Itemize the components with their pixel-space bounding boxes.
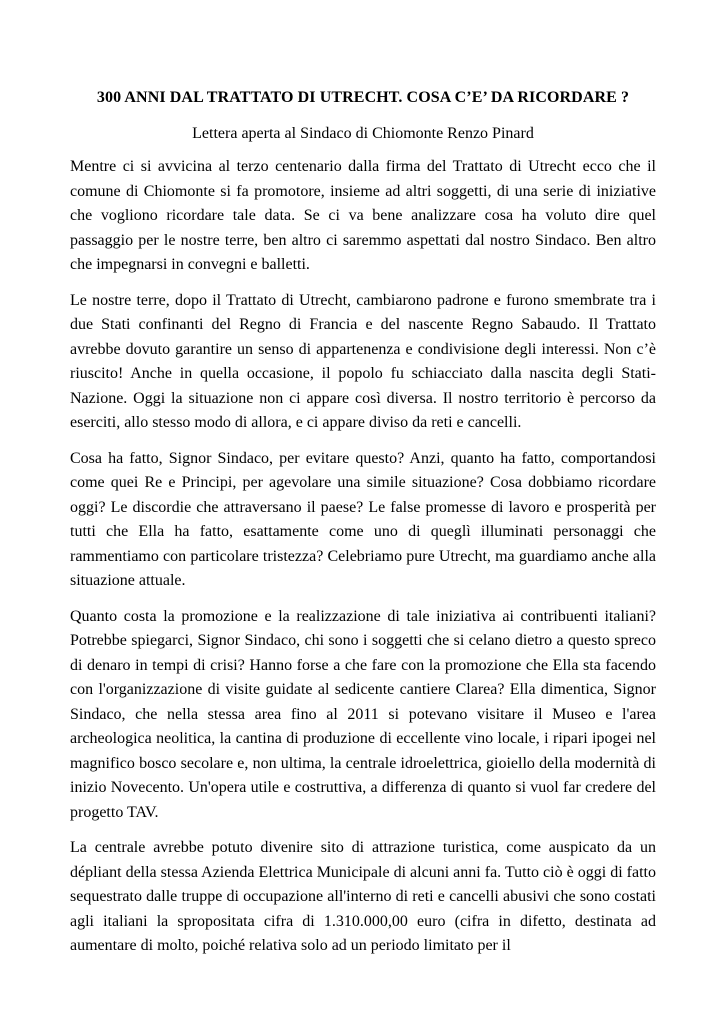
paragraph-5: La centrale avrebbe potuto divenire sito di attrazione turistica, come auspicato da un dépliant della stessa Azienda Elettrica Municipale di alcuni anni fa. Tutto ciò è oggi di fatto sequestrato dalle truppe di occupazione all'interno di reti e cancelli abusivi che sono costati agli italiani la spropositata cifra di 1.310.000,00 euro (cifra in difetto, destinata ad aumentare di molto, poiché relativa solo ad un periodo limitato per il (70, 839, 656, 954)
paragraph-3: Cosa ha fatto, Signor Sindaco, per evitare questo? Anzi, quanto ha fatto, comportandosi come quei Re e Principi, per agevolare una simile situazione? Cosa dobbiamo ricordare oggi? Le discordie che attraversano il paese? Le false promesse di lavoro e prosperità per tutti che Ella ha fatto, esattamente come uno di queglì illuminati personaggi che rammentiamo con particolare tristezza? Celebriamo pure Utrecht, ma guardiamo anche alla situazione attuale. (70, 449, 656, 589)
paragraph-1: Mentre ci si avvicina al terzo centenario dalla firma del Trattato di Utrecht ecco che il comune di Chiomonte si fa promotore, insieme ad altri soggetti, di una serie di iniziative che vogliono ricordare tale data. Se ci va bene analizzare cosa ha voluto dire quel passaggio per le nostre terre, ben altro ci saremmo aspettati dal nostro Sindaco. Ben altro che impegnarsi in convegni e balletti. (70, 158, 656, 273)
document-page (70, 86, 656, 970)
paragraph-4: Quanto costa la promozione e la realizzazione di tale iniziativa ai contribuenti italiani? Potrebbe spiegarci, Signor Sindaco, chi sono i soggetti che si celano dietro a questo spreco di denaro in tempi di crisi? Hanno forse a che fare con la promozione che Ella sta facendo con l'organizzazione di visite guidate al sedicente cantiere Clarea? Ella dimentica, Signor Sindaco, che nella stessa area fino al 2011 si potevano visitare il Museo e l'area archeologica neolitica, la cantina di produzione di eccellente vino locale, i ripari ipogei nel magnifico bosco secolare e, non ultima, la centrale idroelettrica, gioiello della modernità di inizio Novecento. Un'opera utile e costruttiva, a differenza di quanto si vuol far credere del progetto TAV. (70, 607, 656, 821)
document-subtitle: Lettera aperta al Sindaco di Chiomonte Renzo Pinard (192, 125, 534, 142)
paragraph-2: Le nostre terre, dopo il Trattato di Utrecht, cambiarono padrone e furono smembrate tra i due Stati confinanti del Regno di Francia e del nascente Regno Sabaudo. Il Trattato avrebbe dovuto garantire un senso di appartenenza e condivisione degli interessi. Non c’è riuscito! Anche in quella occasione, il popolo fu schiacciato dalla nascita degli Stati-Nazione. Oggi la situazione non ci appare così diversa. Il nostro territorio è percorso da eserciti, allo stesso modo di allora, e ci appare diviso da reti e cancelli. (70, 291, 656, 431)
document-title: 300 ANNI DAL TRATTATO DI UTRECHT. COSA C’E’ DA RICORDARE ? (96, 89, 630, 106)
